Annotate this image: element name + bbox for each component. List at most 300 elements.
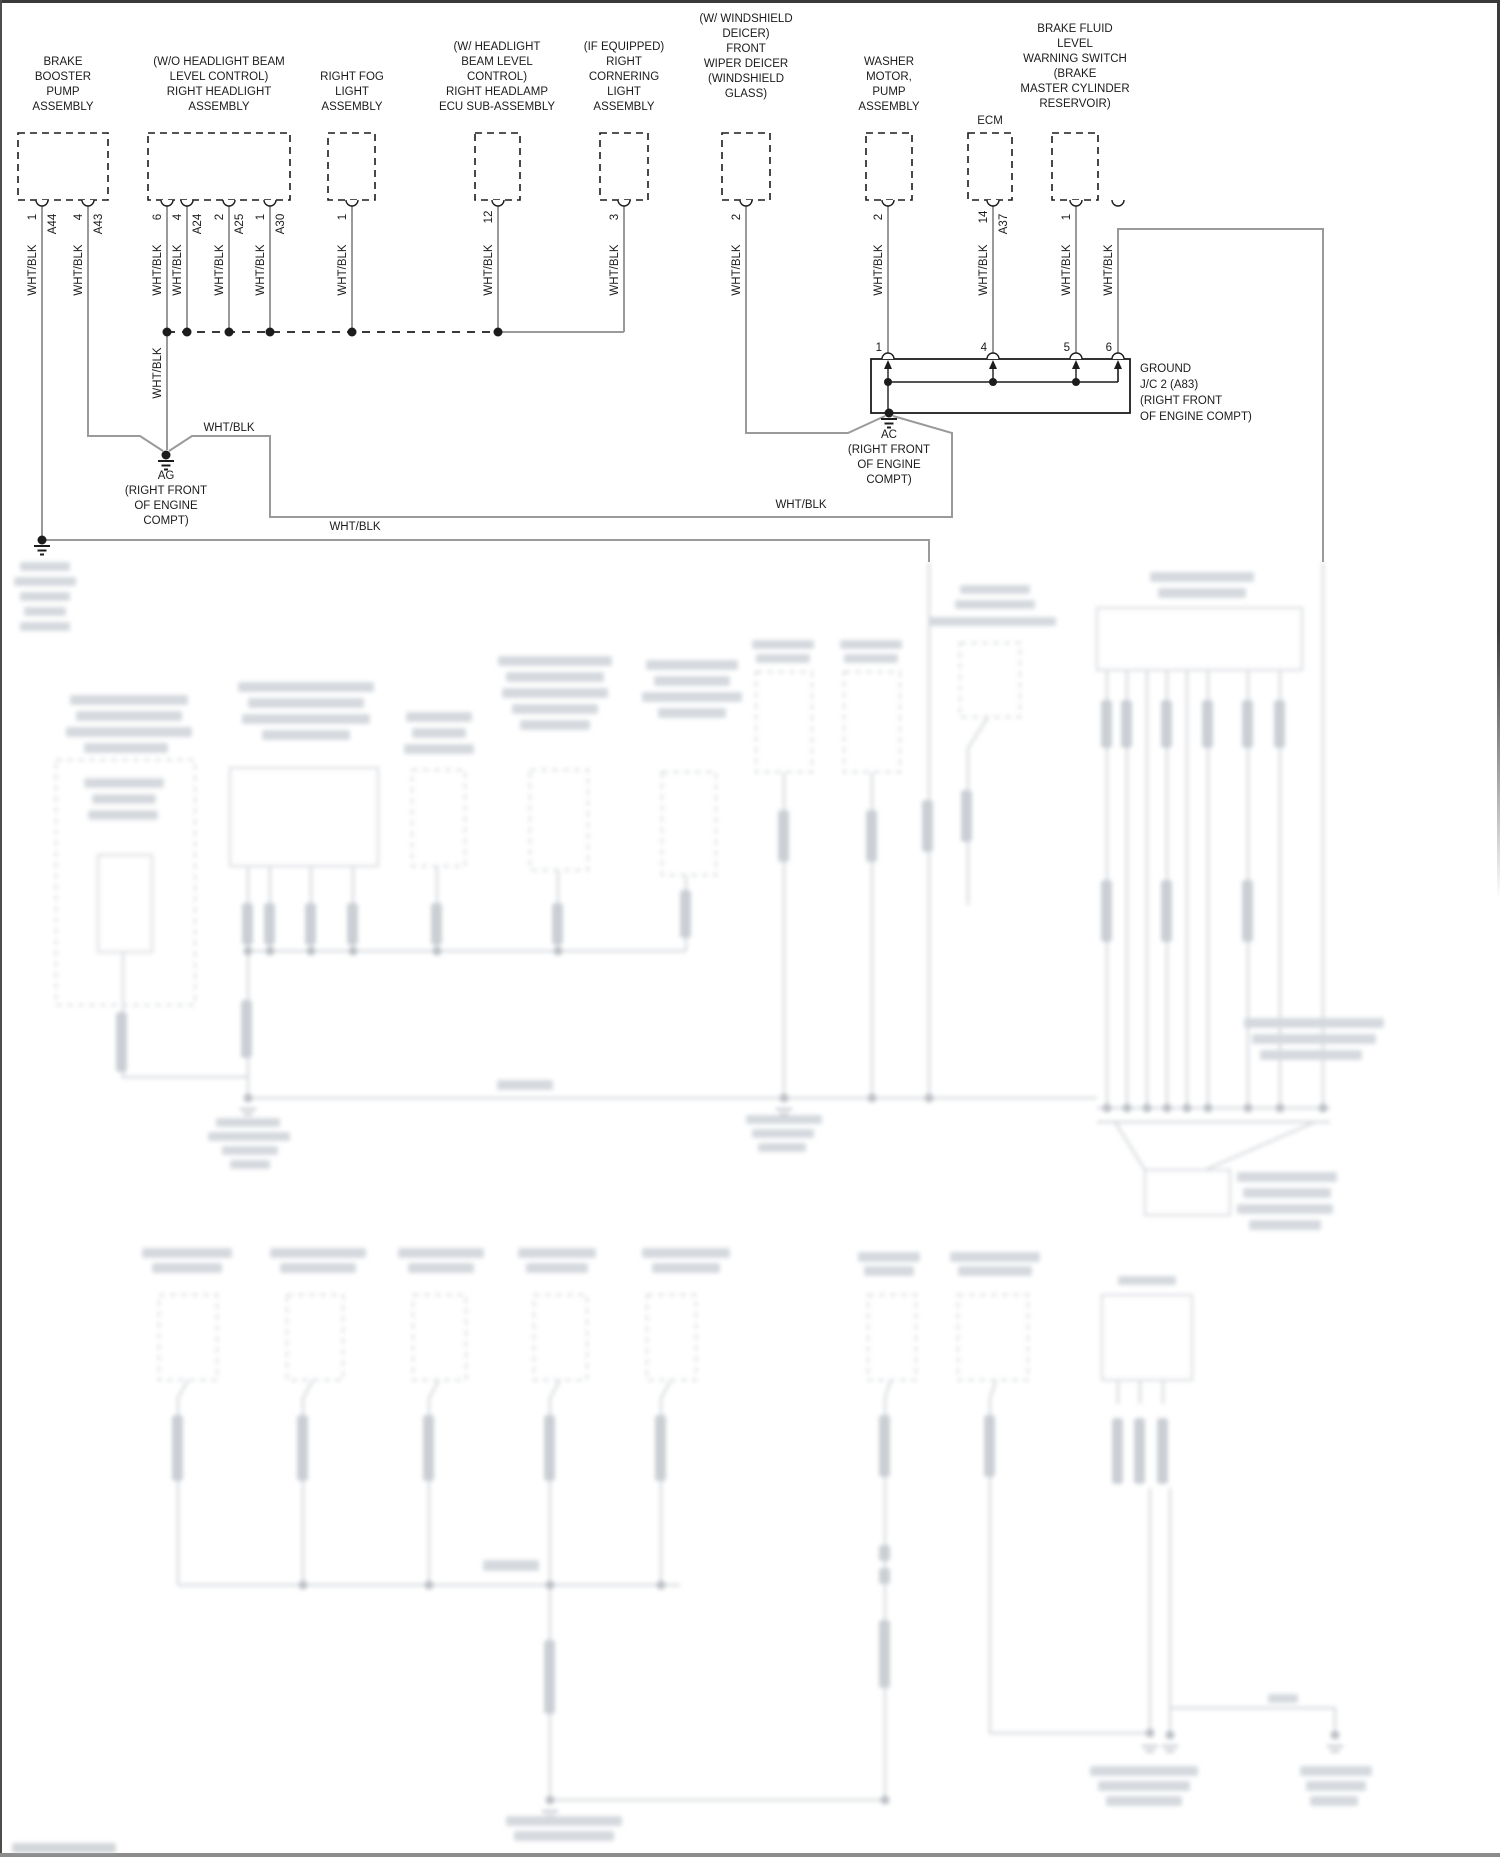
blurred-connector-strip [116, 1012, 127, 1072]
connector-arc [1112, 200, 1124, 206]
blurred-text-line [14, 577, 76, 586]
ground-symbol-icon [38, 550, 47, 552]
wire-color-label: WHT/BLK [329, 521, 381, 533]
watermark-blurred [12, 1843, 116, 1853]
junction-box [871, 359, 1130, 413]
junction-arc [987, 353, 999, 359]
arrow-head-icon [884, 360, 892, 369]
wire-color-label: WHT/BLK [1061, 244, 1073, 296]
ground-symbol-icon [881, 418, 897, 420]
blurred-text-line [756, 654, 810, 663]
component-label-right-headlamp-ecu: (W/ HEADLIGHT [453, 41, 541, 53]
blurred-text-line [654, 676, 730, 686]
blurred-text-line [497, 1080, 553, 1090]
component-label-right-headlamp-ecu: RIGHT HEADLAMP [445, 86, 549, 98]
blurred-wire [990, 1380, 1150, 1733]
blurred-wire [303, 1380, 313, 1585]
blurred-component-box [844, 672, 900, 772]
component-label-right-headlamp-ecu: ECU SUB-ASSEMBLY [438, 101, 556, 113]
blurred-junction-dot [307, 947, 316, 956]
blurred-text-line [758, 1143, 806, 1152]
component-label-ecm: ECM [977, 115, 1003, 127]
blurred-text-line [506, 672, 604, 682]
wire-color-label: WHT/BLK [214, 244, 226, 296]
blurred-connector-strip [984, 1415, 995, 1477]
blurred-connector-strip [1134, 1418, 1145, 1484]
blurred-junction-dot [1166, 1731, 1175, 1740]
blurred-text-line [1098, 1781, 1190, 1791]
blurred-text-line [1090, 1766, 1198, 1776]
ground-label-AC: AC [881, 429, 897, 441]
blurred-text-line [928, 617, 1056, 626]
blurred-text-line [502, 688, 608, 698]
blurred-connector-strip [1242, 880, 1253, 942]
component-label-washer-motor-pump: MOTOR, [866, 71, 912, 83]
blurred-junction-dot [1319, 1104, 1328, 1113]
junction-pin-number: 6 [1105, 342, 1112, 354]
junction-label: OF ENGINE COMPT) [1140, 411, 1252, 423]
component-label-brake-booster-pump: ASSEMBLY [32, 101, 94, 113]
pin-number-label: 1 [1061, 213, 1073, 221]
blurred-text-line [1249, 1220, 1321, 1230]
junction-pin-number: 1 [875, 342, 882, 354]
blurred-component-box [960, 643, 1020, 717]
blurred-junction-dot [1244, 1104, 1253, 1113]
blurred-text-line [1310, 1796, 1358, 1806]
blurred-component-box [159, 1295, 217, 1380]
ground-dot-AC [885, 409, 894, 418]
blurred-text-line [398, 1248, 484, 1258]
wire-color-label: WHT/BLK [73, 244, 85, 296]
blurred-text-line [498, 656, 612, 666]
blurred-junction-dot [780, 1094, 789, 1103]
junction-dot [884, 378, 892, 386]
blurred-connector-strip [655, 1415, 666, 1481]
blurred-connector-strip [1112, 1418, 1123, 1484]
blurred-junction-dot [244, 947, 253, 956]
blurred-junction-dot [349, 947, 358, 956]
component-label-brake-fluid-level-switch: MASTER CYLINDER [1020, 83, 1130, 95]
blurred-connector-strip [1274, 700, 1285, 748]
blurred-connector-strip [1157, 1418, 1168, 1484]
blurred-text-line [142, 1248, 232, 1258]
blurred-text-line [1106, 1796, 1182, 1806]
blurred-text-line [84, 778, 164, 788]
pin-number-label: 4 [172, 213, 184, 221]
component-label-right-cornering-light: RIGHT [606, 56, 642, 68]
blurred-junction-dot [266, 947, 275, 956]
blurred-connector-strip [961, 790, 972, 842]
component-label-brake-fluid-level-switch: RESERVOIR) [1039, 98, 1111, 110]
blurred-wire [661, 1380, 671, 1585]
blurred-wire [1205, 1122, 1315, 1170]
pin-number-label: 6 [152, 213, 164, 221]
blurred-component-box [1102, 1295, 1192, 1380]
ground-label-AC: (RIGHT FRONT [847, 444, 931, 456]
wire-color-label: WHT/BLK [873, 244, 885, 296]
blurred-connector-strip [544, 1415, 555, 1481]
blurred-wire [1115, 1122, 1145, 1170]
ground-dot-AE [38, 536, 47, 545]
blurred-junction-dot [868, 1094, 877, 1103]
blurred-junction-dot [1146, 1729, 1155, 1738]
component-label-washer-motor-pump: ASSEMBLY [858, 101, 920, 113]
blurred-text-line [746, 1115, 822, 1124]
blurred-text-line [1252, 1034, 1376, 1044]
blurred-component-box [530, 770, 588, 870]
blurred-text-line [20, 622, 70, 631]
blurred-junction-dot [1123, 1104, 1132, 1113]
blurred-junction-dot [1103, 1104, 1112, 1113]
blurred-text-line [1268, 1694, 1298, 1703]
blurred-text-line [642, 692, 742, 702]
ground-symbol-icon [162, 465, 171, 467]
blurred-text-line [1158, 588, 1246, 598]
blurred-connector-strip [922, 800, 933, 852]
blurred-text-line [24, 607, 66, 616]
blurred-text-line [262, 730, 350, 740]
blurred-connector-strip [1101, 880, 1112, 942]
blurred-text-line [752, 1129, 814, 1138]
blurred-component-box [230, 768, 378, 866]
blurred-wire [178, 1380, 188, 1585]
blurred-text-line [950, 1252, 1040, 1262]
blurred-text-line [88, 810, 158, 820]
pin-number-label: 12 [483, 210, 495, 224]
wire-color-label: WHT/BLK [483, 244, 495, 296]
blurred-text-line [92, 794, 156, 804]
component-box-front-wiper-deicer [722, 133, 770, 200]
ground-label-AC: OF ENGINE [857, 459, 921, 471]
component-label-front-wiper-deicer: WIPER DEICER [703, 58, 789, 70]
blurred-text-line [76, 711, 182, 721]
blurred-text-line [242, 714, 370, 724]
component-label-washer-motor-pump: PUMP [872, 86, 906, 98]
blurred-connector-strip [431, 903, 442, 945]
wire-color-label: WHT/BLK [27, 244, 39, 296]
component-label-brake-booster-pump: BOOSTER [34, 71, 92, 83]
blurred-text-line [222, 1146, 278, 1155]
blurred-text-line [1306, 1781, 1366, 1791]
blurred-connector-strip [866, 810, 877, 862]
pin-number-label: 3 [609, 213, 621, 221]
blurred-junction-dot [1276, 1104, 1285, 1113]
blurred-component-box [647, 1295, 696, 1380]
wire-color-label: WHT/BLK [609, 244, 621, 296]
component-label-right-cornering-light: ASSEMBLY [593, 101, 655, 113]
blurred-text-line [646, 660, 738, 670]
junction-label: (RIGHT FRONT [1140, 395, 1223, 407]
blurred-text-line [864, 1266, 914, 1276]
ground-dot-AG [162, 451, 171, 460]
blurred-connector-strip [305, 903, 316, 945]
blurred-text-line [526, 1263, 588, 1273]
blurred-text-line [514, 1831, 614, 1841]
blurred-junction-dot [657, 1581, 666, 1590]
blurred-text-line [652, 1263, 720, 1273]
blurred-text-line [412, 728, 466, 738]
component-label-front-wiper-deicer: (WINDSHIELD [707, 73, 785, 85]
wire-color-label: WHT/BLK [1103, 244, 1115, 296]
blurred-junction-dot [881, 1796, 890, 1805]
pin-number-label: 2 [731, 213, 743, 221]
pin-number-label: 2 [214, 213, 226, 221]
blurred-text-line [1300, 1766, 1372, 1776]
blurred-text-line [20, 592, 70, 601]
blurred-connector-strip [544, 1640, 555, 1714]
terminal-code-label: A37 [998, 213, 1010, 235]
wire-color-label: WHT/BLK [731, 244, 743, 296]
blurred-ground-symbol-icon [1142, 1745, 1158, 1748]
pin-number-label: 14 [978, 210, 990, 224]
component-box-right-fog-light [328, 133, 375, 200]
component-label-washer-motor-pump: WASHER [863, 56, 915, 68]
blurred-junction-dot [546, 1581, 555, 1590]
blurred-component-box [98, 855, 152, 952]
blurred-component-box [662, 772, 716, 875]
blurred-component-box [413, 1295, 466, 1380]
blurred-connector-strip [680, 890, 691, 938]
component-label-brake-fluid-level-switch: BRAKE FLUID [1037, 23, 1113, 35]
blurred-component-box [1097, 608, 1302, 670]
blurred-text-line [152, 1263, 222, 1273]
blurred-wire [550, 1380, 560, 1585]
blurred-junction-dot [1331, 1731, 1340, 1740]
terminal-code-label: A43 [93, 213, 105, 235]
component-label-brake-booster-pump: BRAKE [43, 56, 83, 68]
blurred-text-line [406, 712, 472, 722]
junction-arc [1070, 353, 1082, 359]
blurred-text-line [483, 1560, 539, 1571]
blurred-ground-symbol-icon [1327, 1745, 1343, 1748]
blurred-text-line [858, 1252, 920, 1262]
blurred-ground-symbol-icon [1331, 1750, 1340, 1753]
blurred-text-line [958, 1266, 1032, 1276]
wire-color-label: WHT/BLK [203, 422, 255, 434]
blurred-ground-symbol-icon [1146, 1750, 1155, 1753]
blurred-component-box [1145, 1170, 1230, 1215]
ground-label-AG: OF ENGINE [134, 500, 198, 512]
junction-pin-number: 5 [1063, 342, 1070, 354]
blurred-connector-strip [879, 1545, 890, 1561]
terminal-code-label: A30 [275, 213, 287, 235]
blurred-connector-strip [1101, 700, 1112, 748]
blurred-component-box [412, 770, 465, 866]
component-label-right-fog-light: LIGHT [335, 86, 369, 98]
blurred-connector-strip [172, 1415, 183, 1481]
component-label-front-wiper-deicer: FRONT [726, 43, 766, 55]
component-box-brake-fluid-level-switch [1052, 133, 1098, 200]
terminal-code-label: A25 [234, 213, 246, 235]
wire-color-label: WHT/BLK [172, 244, 184, 296]
blurred-junction-dot [554, 947, 563, 956]
blurred-text-line [1237, 1172, 1337, 1182]
blurred-connector-strip [778, 810, 789, 862]
ground-symbol-icon [885, 423, 894, 425]
wire-color-label: WHT/BLK [775, 499, 827, 511]
blurred-text-line [1237, 1204, 1333, 1214]
blurred-wire [429, 1380, 439, 1585]
wire-color-label: WHT/BLK [152, 347, 164, 399]
blurred-text-line [208, 1132, 290, 1141]
blurred-text-line [66, 727, 192, 737]
blurred-connector-strip [1161, 700, 1172, 748]
blurred-text-line [70, 695, 188, 705]
blurred-text-line [844, 654, 898, 663]
terminal-code-label: A44 [47, 213, 59, 235]
junction-dot [989, 378, 997, 386]
blurred-text-line [216, 1118, 280, 1127]
blurred-text-line [658, 708, 726, 718]
blurred-ground-symbol-icon [542, 1810, 558, 1813]
junction-dot [1072, 378, 1080, 386]
blurred-text-line [506, 1816, 622, 1826]
pin-number-label: 4 [73, 213, 85, 221]
blurred-connector-strip [241, 1000, 252, 1058]
blurred-component-box [958, 1295, 1028, 1380]
blurred-text-line [270, 1248, 366, 1258]
blurred-text-line [280, 1263, 356, 1273]
ground-label-AG: AG [157, 470, 175, 482]
pin-number-label: 1 [27, 213, 39, 221]
blurred-text-line [248, 698, 364, 708]
blurred-junction-dot [925, 1094, 934, 1103]
wire [746, 200, 885, 433]
blurred-text-line [408, 1263, 474, 1273]
blurred-connector-strip [264, 903, 275, 945]
ground-label-AG: COMPT) [143, 515, 189, 527]
arrow-head-icon [1072, 360, 1080, 369]
blurred-junction-dot [425, 1581, 434, 1590]
ground-label-AG: (RIGHT FRONT [124, 485, 208, 497]
blurred-text-line [512, 704, 598, 714]
blurred-connector-strip [879, 1415, 890, 1477]
component-label-front-wiper-deicer: DEICER) [722, 28, 770, 40]
blurred-text-line [1244, 1018, 1384, 1028]
blurred-text-line [1243, 1188, 1331, 1198]
pin-number-label: 1 [337, 213, 349, 221]
blurred-ground-symbol-icon [240, 1108, 256, 1111]
component-label-brake-fluid-level-switch: WARNING SWITCH [1023, 53, 1127, 65]
blurred-text-line [20, 562, 70, 571]
blurred-connector-strip [242, 903, 253, 945]
blurred-junction-dot [433, 947, 442, 956]
blurred-text-line [752, 640, 814, 649]
component-label-right-cornering-light: (IF EQUIPPED) [583, 41, 665, 53]
component-label-right-fog-light: ASSEMBLY [321, 101, 383, 113]
blurred-junction-dot [1163, 1104, 1172, 1113]
ground-symbol-icon [34, 545, 50, 547]
blurred-connector-strip [1202, 700, 1213, 748]
blurred-ground-symbol-icon [1162, 1745, 1178, 1748]
component-label-right-headlamp-ecu: CONTROL) [466, 71, 528, 83]
blurred-diagram-region [12, 562, 1384, 1853]
wire-color-label: WHT/BLK [152, 244, 164, 296]
blurred-text-line [238, 682, 374, 692]
blurred-text-line [230, 1160, 270, 1169]
component-label-right-headlight: (W/O HEADLIGHT BEAM [153, 56, 285, 68]
blurred-connector-strip [1161, 880, 1172, 942]
blurred-text-line [518, 1248, 596, 1258]
component-label-brake-fluid-level-switch: LEVEL [1057, 38, 1093, 50]
pin-number-label: 1 [255, 213, 267, 221]
component-label-front-wiper-deicer: GLASS) [724, 88, 768, 100]
component-label-right-fog-light: RIGHT FOG [320, 71, 384, 83]
component-label-right-cornering-light: LIGHT [607, 86, 641, 98]
blurred-junction-dot [299, 1581, 308, 1590]
wire-color-label: WHT/BLK [978, 244, 990, 296]
blurred-text-line [642, 1248, 730, 1258]
blurred-text-line [1260, 1050, 1362, 1060]
component-label-brake-booster-pump: PUMP [46, 86, 80, 98]
blurred-junction-dot [1204, 1104, 1213, 1113]
blurred-text-line [1150, 572, 1254, 582]
blurred-text-line [840, 640, 902, 649]
junction-arc [882, 353, 894, 359]
component-label-front-wiper-deicer: (W/ WINDSHIELD [699, 13, 793, 25]
component-label-brake-fluid-level-switch: (BRAKE [1053, 68, 1097, 80]
blurred-text-line [1118, 1276, 1176, 1285]
arrow-head-icon [1114, 360, 1122, 369]
wire [42, 540, 929, 562]
blurred-ground-symbol-icon [244, 1113, 253, 1116]
pin-number-label: 2 [873, 213, 885, 221]
blurred-connector-strip [347, 903, 358, 945]
blurred-wire [1170, 1708, 1335, 1735]
blurred-text-line [520, 720, 590, 730]
component-box-right-headlamp-ecu [475, 133, 520, 200]
blurred-junction-dot [1183, 1104, 1192, 1113]
component-label-right-headlight: ASSEMBLY [188, 101, 250, 113]
blurred-text-line [84, 743, 168, 753]
blurred-text-line [955, 600, 1035, 609]
blurred-connector-strip [1242, 700, 1253, 748]
ground-symbol-icon [40, 554, 44, 556]
blurred-connector-strip [552, 903, 563, 945]
terminal-code-label: A24 [192, 213, 204, 235]
blurred-connector-strip [297, 1415, 308, 1481]
blurred-junction-dot [1143, 1104, 1152, 1113]
blurred-component-box [756, 672, 812, 772]
component-label-right-headlight: LEVEL CONTROL) [169, 71, 269, 83]
component-box-right-cornering-light [600, 133, 648, 200]
component-label-right-headlight: RIGHT HEADLIGHT [166, 86, 272, 98]
blurred-connector-strip [879, 1620, 890, 1688]
blurred-connector-strip [1121, 700, 1132, 748]
component-label-right-cornering-light: CORNERING [588, 71, 660, 83]
blurred-component-box [287, 1295, 343, 1380]
component-label-right-headlamp-ecu: BEAM LEVEL [461, 56, 533, 68]
blurred-junction-dot [546, 1796, 555, 1805]
junction-label: GROUND [1140, 363, 1192, 375]
blurred-junction-dot [244, 1094, 253, 1103]
ground-label-AC: COMPT) [866, 474, 912, 486]
blurred-connector-strip [879, 1568, 890, 1584]
blurred-component-box [868, 1295, 916, 1380]
wire-color-label: WHT/BLK [337, 244, 349, 296]
blurred-ground-symbol-icon [776, 1108, 792, 1111]
blurred-text-line [960, 585, 1030, 594]
junction-pin-number: 4 [980, 342, 987, 354]
junction-label: J/C 2 (A83) [1140, 379, 1199, 391]
junction-arc [1112, 353, 1124, 359]
blurred-component-box [534, 1295, 587, 1380]
wire-color-label: WHT/BLK [255, 244, 267, 296]
blurred-connector-strip [423, 1415, 434, 1481]
blurred-text-line [404, 744, 474, 754]
blurred-ground-symbol-icon [1166, 1750, 1175, 1753]
arrow-head-icon [989, 360, 997, 369]
